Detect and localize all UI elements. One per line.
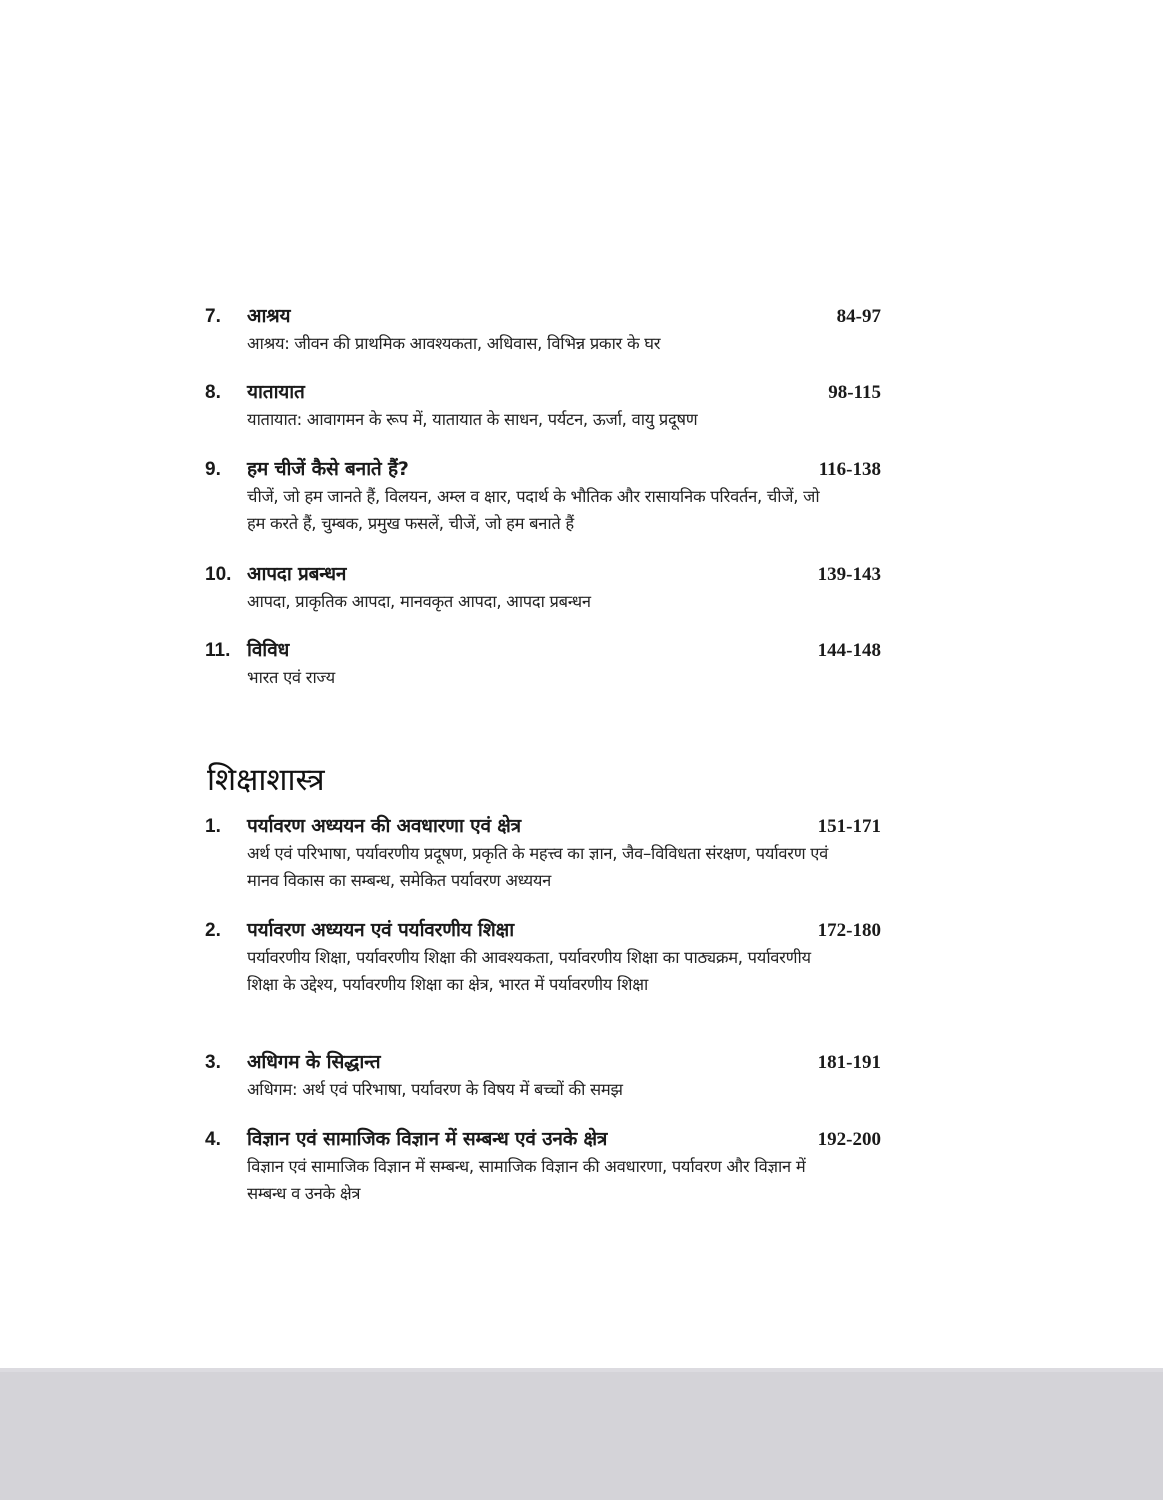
toc-entry-11 — [205, 636, 885, 691]
chapter-title: विज्ञान एवं सामाजिक विज्ञान में सम्बन्ध एवं उनके क्षेत्र — [247, 1128, 608, 1150]
chapter-number: 1. — [205, 816, 221, 837]
chapter-topics: अर्थ एवं परिभाषा, पर्यावरणीय प्रदूषण, प्रकृति के महत्त्व का ज्ञान, जैव–विविधता संरक्षण, पर्यावरण एवं मानव विकास का सम्बन्ध, समेकित पर्यावरण अध्ययन — [247, 844, 828, 890]
chapter-title: अधिगम के सिद्धान्त — [247, 1051, 381, 1073]
toc-entry-7 — [205, 302, 885, 357]
chapter-title: आश्रय — [247, 305, 291, 327]
chapter-number: 8. — [205, 382, 221, 403]
chapter-title: यातायात — [247, 381, 305, 403]
chapter-topics: आश्रय: जीवन की प्राथमिक आवश्यकता, अधिवास, विभिन्न प्रकार के घर — [247, 334, 661, 353]
chapter-title: विविध — [247, 639, 290, 661]
page-range: 98-115 — [828, 382, 881, 403]
chapter-topics: विज्ञान एवं सामाजिक विज्ञान में सम्बन्ध, सामाजिक विज्ञान की अवधारणा, पर्यावरण और विज्ञान में सम्बन्ध व उनके क्षेत्र — [247, 1157, 806, 1203]
chapter-topics: चीजें, जो हम जानते हैं, विलयन, अम्ल व क्षार, पदार्थ के भौतिक और रासायनिक परिवर्तन, चीजें, जो हम करते हैं, चुम्बक, प्रमुख फसलें, चीजें, जो हम बनाते हैं — [247, 487, 820, 533]
page-range: 139-143 — [817, 564, 881, 585]
page-range: 151-171 — [817, 816, 881, 837]
chapter-topics: आपदा, प्राकृतिक आपदा, मानवकृत आपदा, आपदा प्रबन्धन — [247, 592, 591, 611]
chapter-title: आपदा प्रबन्धन — [247, 563, 347, 585]
page-range: 172-180 — [817, 920, 881, 941]
toc-entry-pedagogy-4 — [205, 1125, 885, 1207]
chapter-number: 3. — [205, 1052, 221, 1073]
viewer-footer-band — [0, 1368, 1163, 1500]
chapter-number: 4. — [205, 1129, 221, 1150]
toc-entry-9 — [205, 455, 885, 537]
page-range: 116-138 — [818, 459, 881, 480]
toc-entry-8 — [205, 378, 885, 433]
chapter-topics: भारत एवं राज्य — [247, 668, 335, 687]
chapter-number: 7. — [205, 306, 221, 327]
chapter-title: हम चीजें कैसे बनाते हैं? — [247, 458, 409, 480]
chapter-number: 10. — [205, 564, 232, 585]
chapter-title: पर्यावरण अध्ययन की अवधारणा एवं क्षेत्र — [247, 815, 521, 837]
chapter-title: पर्यावरण अध्ययन एवं पर्यावरणीय शिक्षा — [247, 919, 514, 941]
toc-entry-10 — [205, 560, 885, 615]
page-range: 144-148 — [817, 640, 881, 661]
section-heading: शिक्षाशास्त्र — [207, 762, 325, 798]
toc-entry-pedagogy-1 — [205, 812, 885, 894]
toc-entry-pedagogy-3 — [205, 1048, 885, 1103]
chapter-topics: पर्यावरणीय शिक्षा, पर्यावरणीय शिक्षा की आवश्यकता, पर्यावरणीय शिक्षा का पाठ्यक्रम, पर्यावरणीय शिक्षा के उद्देश्य, पर्यावरणीय शिक्षा का क्षेत्र, भारत में पर्यावरणीय शिक्षा — [247, 948, 811, 994]
chapter-number: 9. — [205, 459, 221, 480]
chapter-number: 2. — [205, 920, 221, 941]
page-range: 192-200 — [817, 1129, 881, 1150]
page-range: 84-97 — [836, 306, 881, 327]
toc-entry-pedagogy-2 — [205, 916, 885, 998]
chapter-topics: अधिगम: अर्थ एवं परिभाषा, पर्यावरण के विषय में बच्चों की समझ — [247, 1080, 623, 1099]
chapter-number: 11. — [205, 640, 231, 661]
page-range: 181-191 — [817, 1052, 881, 1073]
chapter-topics: यातायात: आवागमन के रूप में, यातायात के साधन, पर्यटन, ऊर्जा, वायु प्रदूषण — [247, 410, 698, 429]
